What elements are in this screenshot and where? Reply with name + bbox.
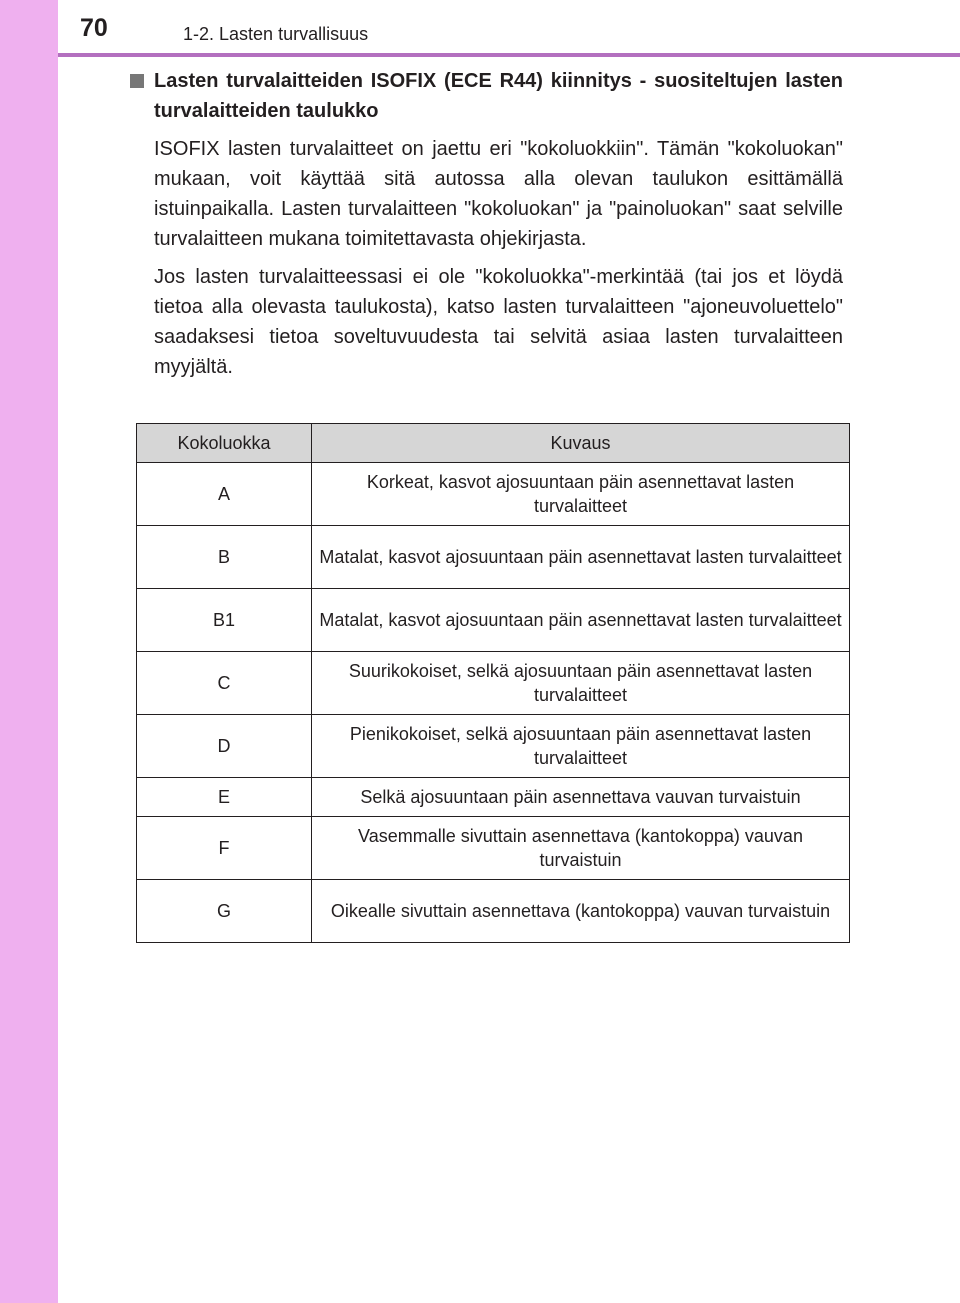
- size-class-cell: E: [137, 778, 312, 817]
- size-class-table: [136, 423, 850, 943]
- table-row: [137, 715, 850, 778]
- table-row: [137, 589, 850, 652]
- main-content: [130, 66, 843, 382]
- size-class-cell: C: [137, 652, 312, 715]
- table-row: [137, 463, 850, 526]
- description-cell: Oikealle sivuttain asennettava (kantokoppa) vauvan turvaistuin: [312, 880, 850, 943]
- description-cell: Vasemmalle sivuttain asennettava (kantokoppa) vauvan turvaistuin: [312, 817, 850, 880]
- description-cell: Matalat, kasvot ajosuuntaan päin asennettavat lasten turvalaitteet: [312, 589, 850, 652]
- paragraph-2: Jos lasten turvalaitteessasi ei ole "kokoluokka"-merkintää (tai jos et löydä tietoa alla olevasta taulukosta), katso lasten turvalaitteen "ajoneuvoluettelo" saadaksesi tietoa soveltuvuudesta tai selvitä asiaa lasten turvalaitteen myyjältä.: [154, 266, 843, 378]
- description-cell: Matalat, kasvot ajosuuntaan päin asennettavat lasten turvalaitteet: [312, 526, 850, 589]
- description-cell: Suurikokoiset, selkä ajosuuntaan päin asennettavat lasten turvalaitteet: [312, 652, 850, 715]
- column-header-size-class: Kokoluokka: [137, 424, 312, 463]
- table-row: [137, 817, 850, 880]
- table-row: [137, 778, 850, 817]
- page-header: [0, 0, 960, 52]
- size-class-cell: B: [137, 526, 312, 589]
- table-row: [137, 652, 850, 715]
- table-row: [137, 880, 850, 943]
- description-cell: Selkä ajosuuntaan päin asennettava vauvan turvaistuin: [312, 778, 850, 817]
- description-cell: Pienikokoiset, selkä ajosuuntaan päin asennettavat lasten turvalaitteet: [312, 715, 850, 778]
- size-class-cell: B1: [137, 589, 312, 652]
- column-header-description: Kuvaus: [312, 424, 850, 463]
- size-class-cell: F: [137, 817, 312, 880]
- square-bullet-icon: [130, 74, 144, 88]
- side-color-bar: [0, 0, 58, 1303]
- header-divider: [58, 53, 960, 57]
- table-header-row: [137, 424, 850, 463]
- size-class-cell: D: [137, 715, 312, 778]
- section-title: 1-2. Lasten turvallisuus: [183, 24, 369, 44]
- size-class-cell: A: [137, 463, 312, 526]
- paragraph-1: ISOFIX lasten turvalaitteet on jaettu eri "kokoluokkiin". Tämän "kokoluokan" mukaan, voit käyttää sitä autossa alla olevan taulukon esittämällä istuinpaikalla. Lasten turvalaitteen "kokoluokan" ja "painoluokan" saat selville turvalaitteen mukana toimitettavasta ohjekirjasta.: [154, 138, 843, 250]
- page-number: 70: [80, 14, 108, 42]
- table-row: [137, 526, 850, 589]
- size-class-cell: G: [137, 880, 312, 943]
- subsection-heading: [130, 66, 843, 126]
- description-cell: Korkeat, kasvot ajosuuntaan päin asennettavat lasten turvalaitteet: [312, 463, 850, 526]
- heading-text: Lasten turvalaitteiden ISOFIX (ECE R44) kiinnitys - suositeltujen lasten turvalaitteiden taulukko: [154, 70, 843, 122]
